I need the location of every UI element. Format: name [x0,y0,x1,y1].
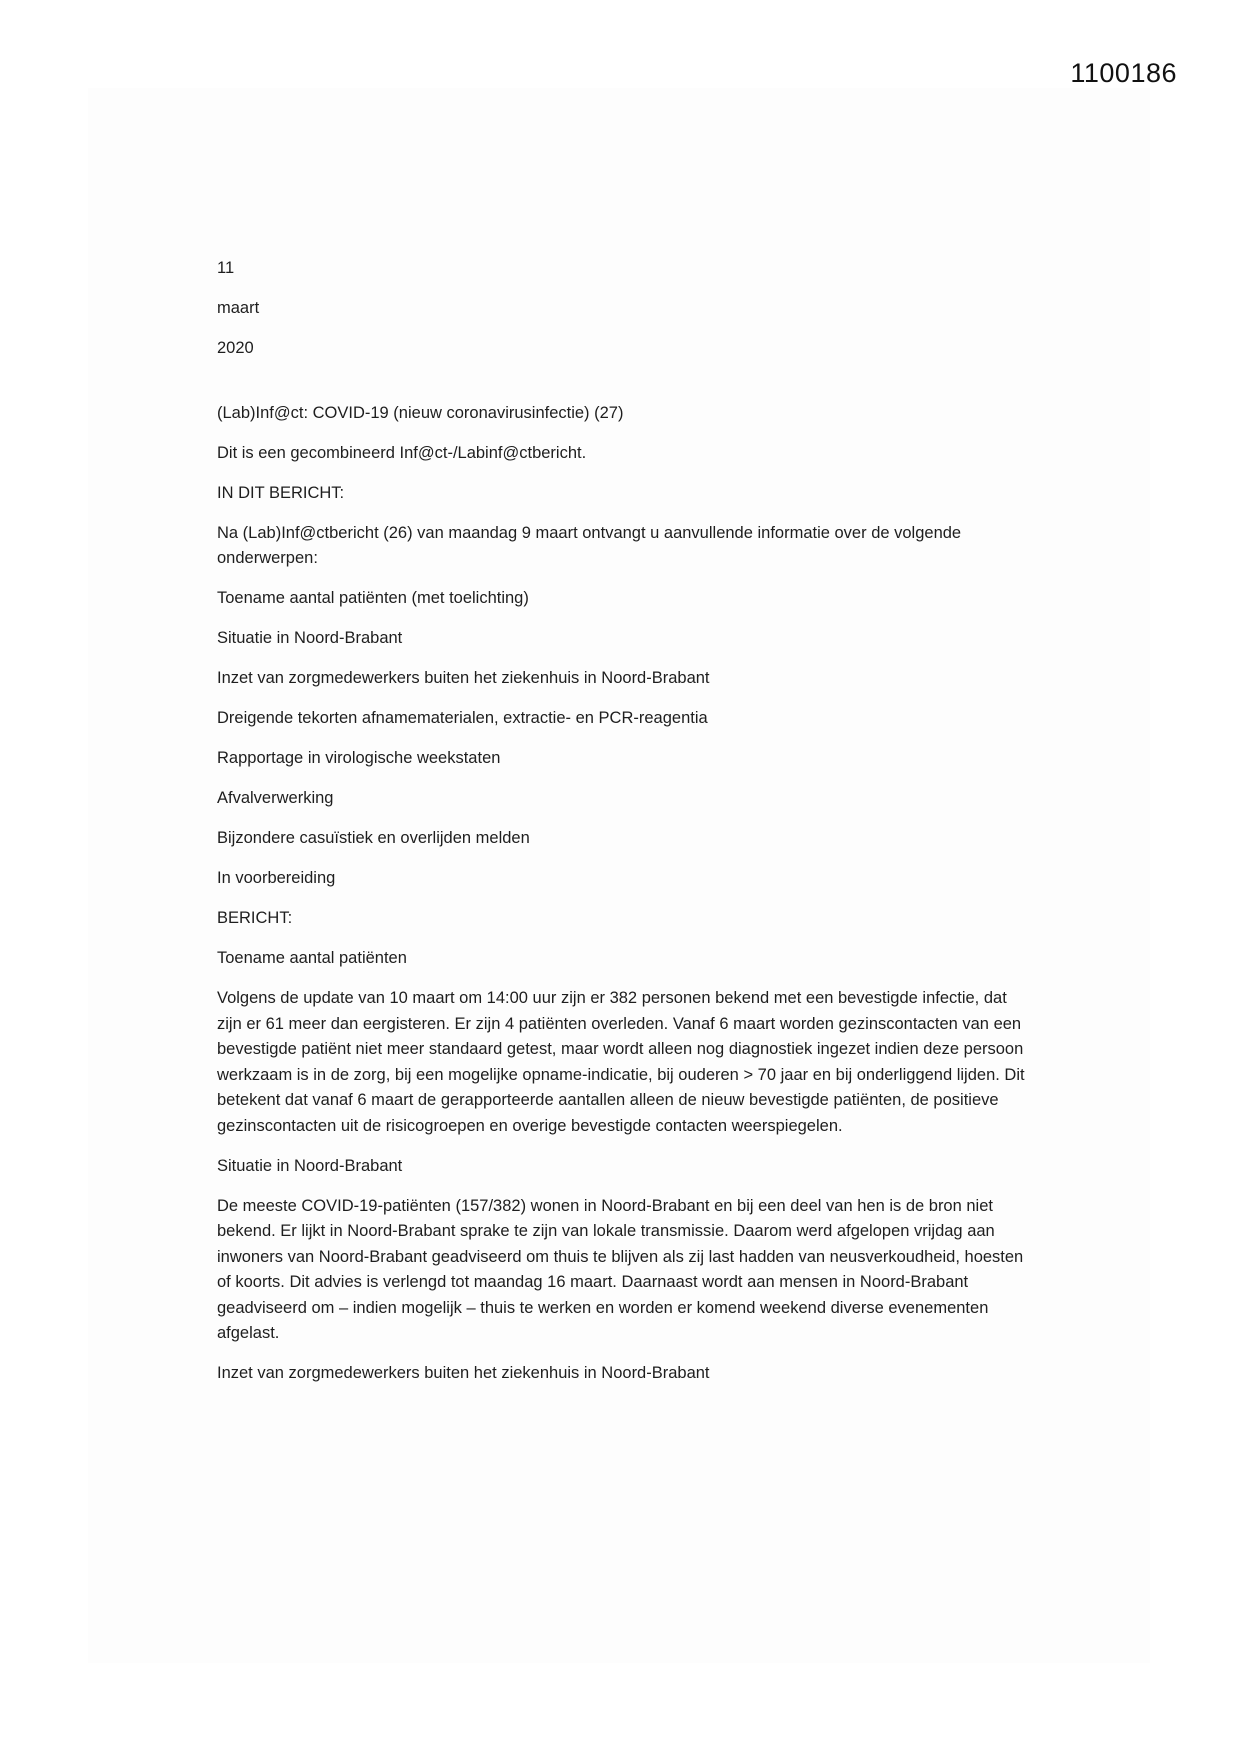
toc-item: Rapportage in virologische weekstaten [217,749,501,767]
date-month: maart [217,299,260,317]
letter-content [217,256,1027,1401]
toc-list [217,586,1027,892]
toc-item: Afvalverwerking [217,789,334,807]
date-year: 2020 [217,339,254,357]
toc-item: Toename aantal patiënten (met toelichting) [217,589,529,607]
message-heading: BERICHT: [217,909,293,927]
message-intro: Dit is een gecombineerd Inf@ct-/Labinf@ctbericht. [217,443,587,462]
section-heading: Toename aantal patiënten [217,949,407,967]
toc-heading: IN DIT BERICHT: [217,483,345,502]
toc-item: In voorbereiding [217,869,336,887]
section-heading: Inzet van zorgmedewerkers buiten het ziekenhuis in Noord-Brabant [217,1364,710,1382]
section-body: De meeste COVID-19-patiënten (157/382) wonen in Noord-Brabant en bij een deel van hen is de bron niet bekend. Er lijkt in Noord-Brabant sprake te zijn van lokale transmissie. Daarom werd afgelopen vrijdag aan inwoners van Noord-Brabant geadviseerd om thuis te blijven als zij last hadden van neusverkoudheid, hoesten of koorts. Dit advies is verlengd tot maandag 16 maart. Daarnaast wordt aan mensen in Noord-Brabant geadviseerd om – indien mogelijk – thuis te werken en worden er komend weekend diverse evenementen afgelast. [217,1196,1024,1342]
toc-item: Situatie in Noord-Brabant [217,629,403,647]
document-number: 1100186 [1070,58,1177,88]
date-day: 11 [217,259,235,277]
date-block [217,256,1027,362]
toc-item: Inzet van zorgmedewerkers buiten het ziekenhuis in Noord-Brabant [217,669,710,687]
section-body: Volgens de update van 10 maart om 14:00 uur zijn er 382 personen bekend met een bevestigde infectie, dat zijn er 61 meer dan eergisteren. Er zijn 4 patiënten overleden. Vanaf 6 maart worden gezinscontacten van een bevestigde patiënt niet meer standaard getest, maar wordt alleen nog diagnostiek ingezet indien deze persoon werkzaam is in de zorg, bij een mogelijke opname-indicatie, bij ouderen > 70 jaar en bij onderliggend lijden. Dit betekent dat vanaf 6 maart de gerapporteerde aantallen alleen de nieuw bevestigde patiënten, de positieve gezinscontacten uit de risicogroepen en overige bevestigde contacten weerspiegelen. [217,989,1025,1135]
section-heading: Situatie in Noord-Brabant [217,1156,403,1175]
toc-item: Bijzondere casuïstiek en overlijden melden [217,829,530,847]
message-title: (Lab)Inf@ct: COVID-19 (nieuw coronavirusinfectie) (27) [217,403,624,422]
toc-item: Dreigende tekorten afnamematerialen, extractie- en PCR-reagentia [217,709,708,727]
toc-intro: Na (Lab)Inf@ctbericht (26) van maandag 9 maart ontvangt u aanvullende informatie over de volgende onderwerpen: [217,523,962,567]
